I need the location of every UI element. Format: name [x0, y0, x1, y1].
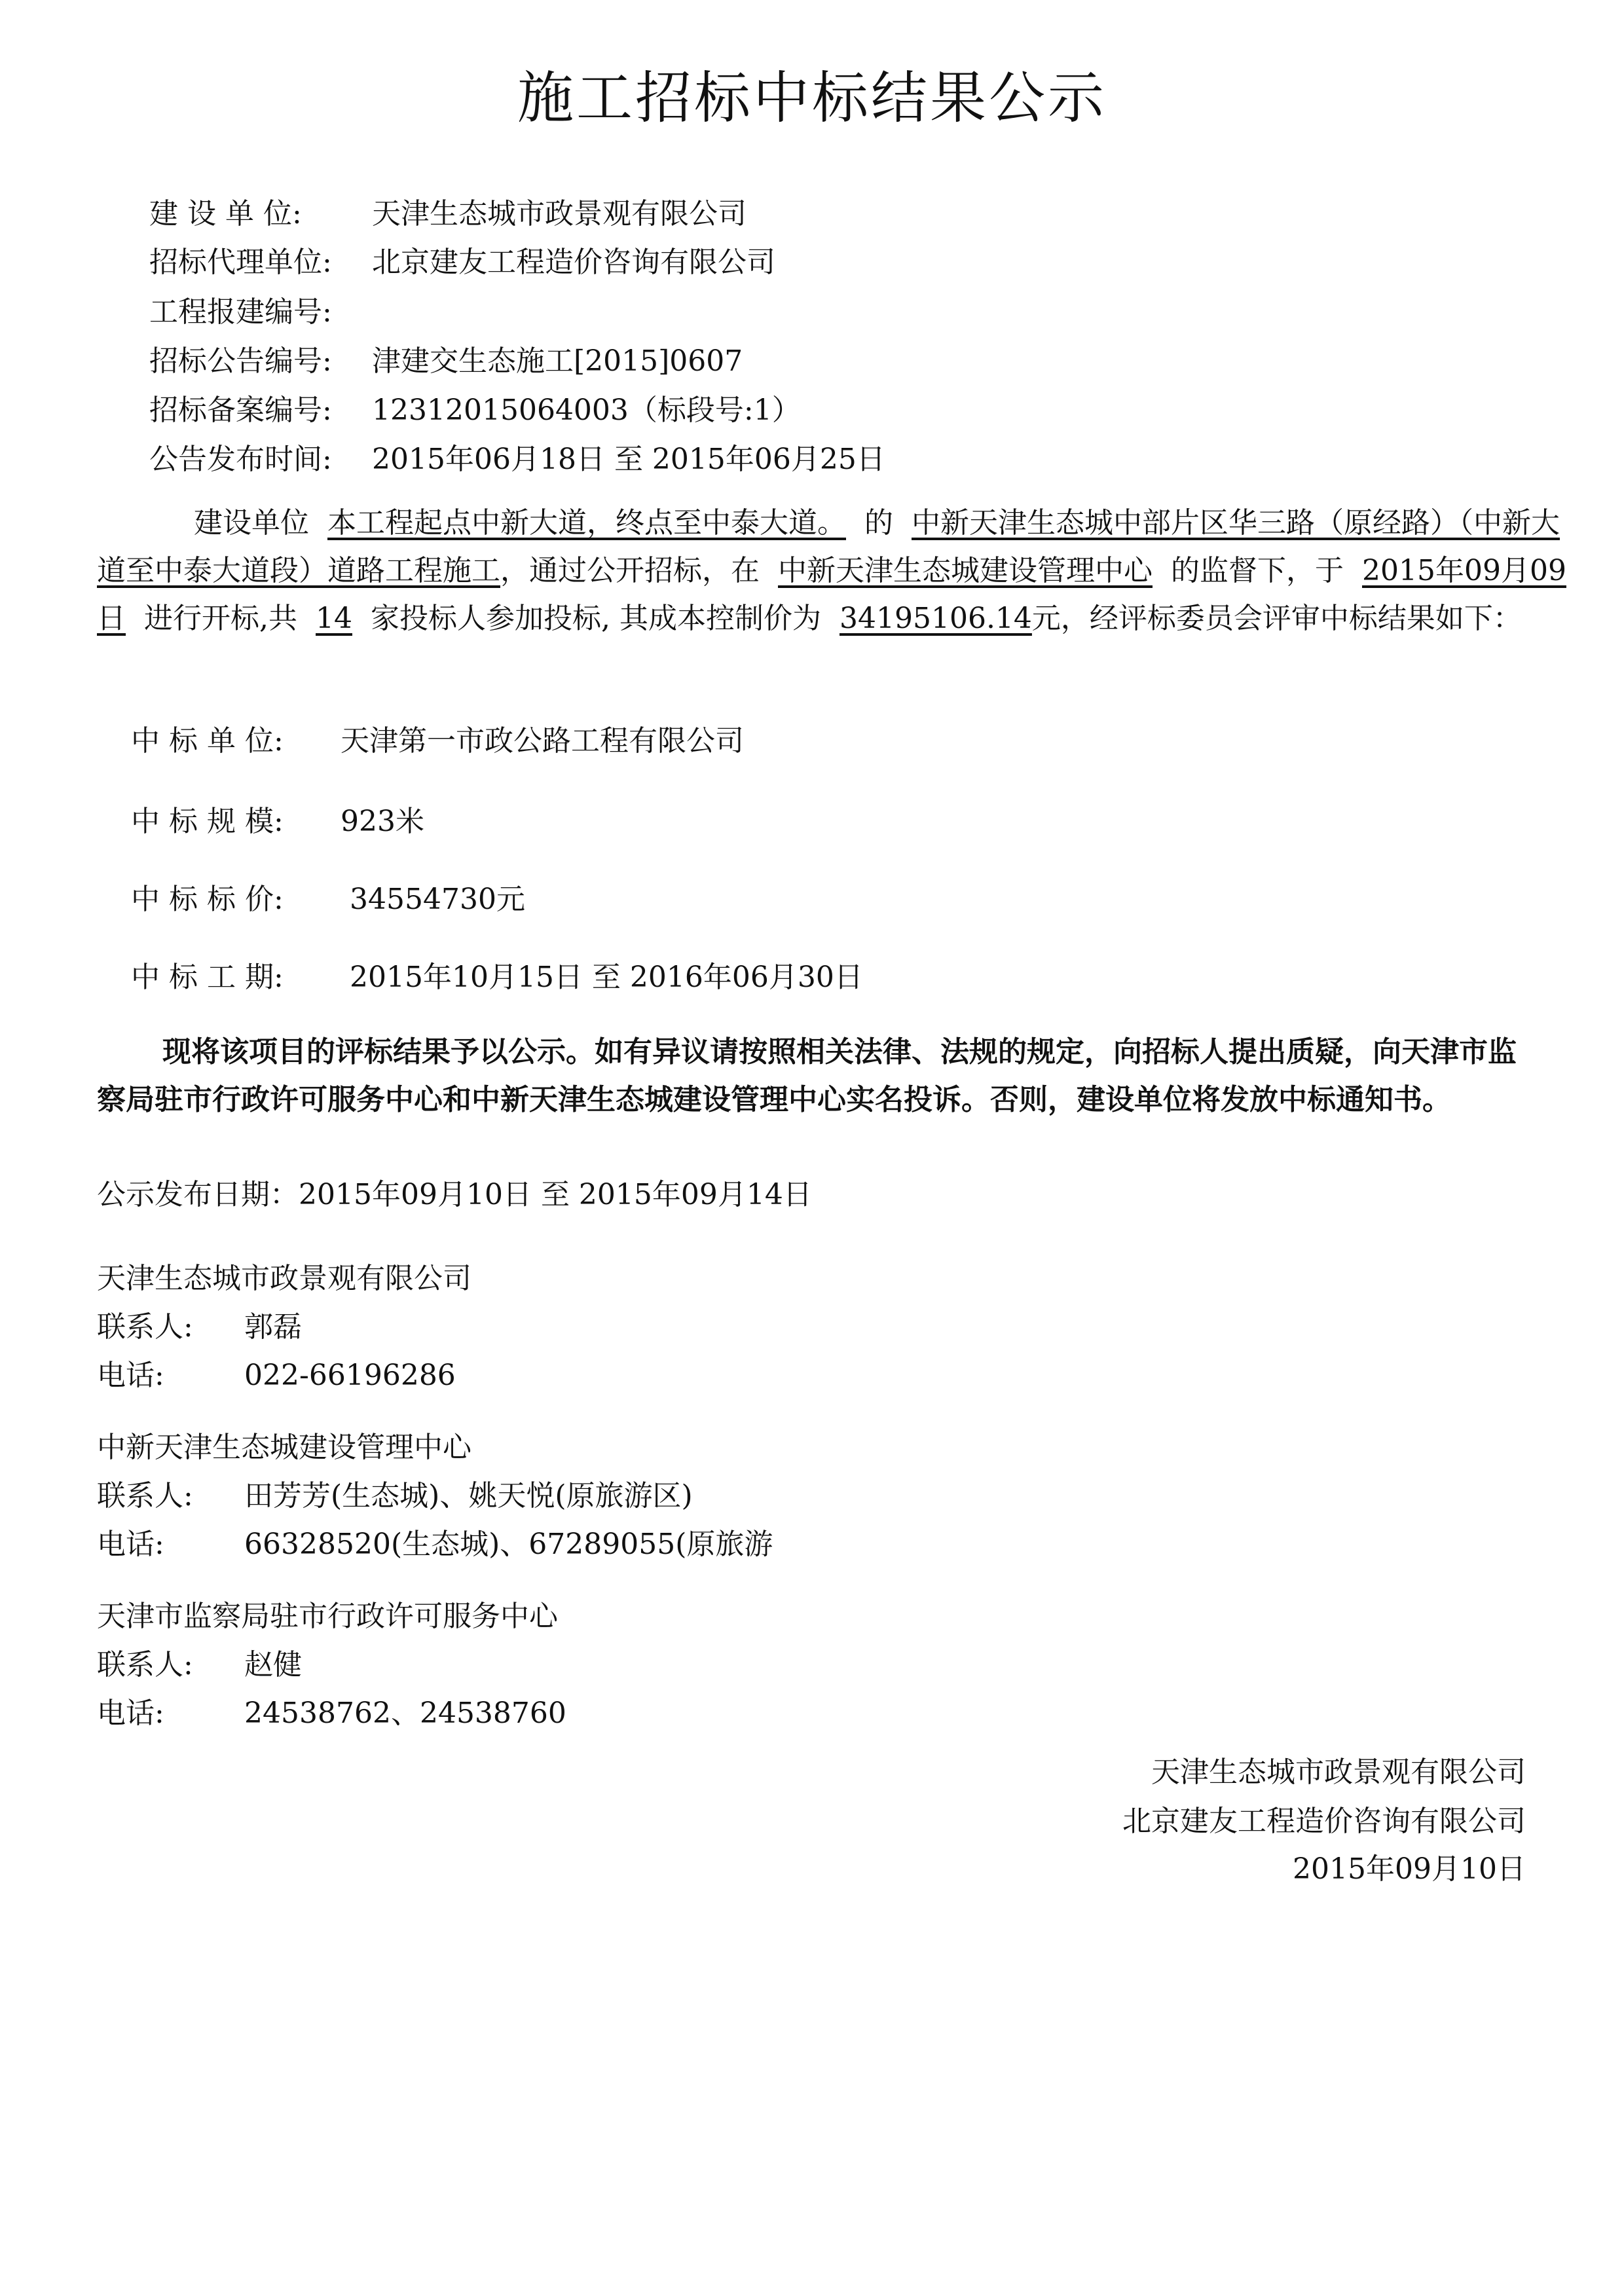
- winner-row-scale: [131, 798, 424, 839]
- bidder-count: 14: [316, 602, 352, 635]
- header-label: 招标备案编号:: [149, 394, 332, 427]
- header-value: 津建交生态施工[2015]0607: [372, 344, 743, 378]
- contact-phone: 66328520(生态城)、67289055(原旅游: [244, 1528, 773, 1561]
- winner-row-company: [131, 717, 744, 759]
- winner-label: 中 标 工 期:: [131, 961, 284, 994]
- winner-value: 2015年10月15日 至 2016年06月30日: [341, 961, 863, 994]
- open-date: 2015年09月09日: [97, 554, 1566, 635]
- signature-org-2: 北京建友工程造价咨询有限公司: [1122, 1805, 1526, 1838]
- contact-person: 郭磊: [244, 1310, 302, 1344]
- supervisor: 中新天津生态城建设管理中心: [778, 554, 1153, 587]
- contact-phone-row: 电话: 022-66196286: [97, 1359, 456, 1392]
- header-row-record-no: [149, 386, 801, 428]
- cost-control-price: 34195106.14: [839, 602, 1032, 635]
- body-paragraph: 建设单位 本工程起点中新大道，终点至中泰大道。 的 中新天津生态城中部片区华三路（原经路）（中新大道至中泰大道段）道路工程施工，通过公开招标，在 中新天津生态城建设管理中心 的监督下，于 2015年09月09日 进行开标,共 14 家投标人参加投标, 其成本控制价为 34195106.14元，经评标委员会评审中标结果如下：: [97, 506, 1566, 635]
- contact-phone-row: 电话: 66328520(生态城)、67289055(原旅游: [97, 1528, 773, 1561]
- contact-org: 天津生态城市政景观有限公司: [97, 1262, 471, 1295]
- signature-org-1: 天津生态城市政景观有限公司: [1151, 1755, 1526, 1789]
- winner-label: 中 标 标 价:: [131, 883, 284, 916]
- project-scope: 本工程起点中新大道，终点至中泰大道。: [327, 506, 846, 540]
- contact-person: 赵健: [244, 1648, 302, 1681]
- header-label: 招标代理单位:: [149, 246, 332, 279]
- contact-person-row: 联系人: 郭磊: [97, 1310, 302, 1344]
- document-title: 施工招标中标结果公示: [517, 65, 1107, 131]
- header-value: 天津生态城市政景观有限公司: [372, 197, 747, 230]
- header-label: 招标公告编号:: [149, 344, 332, 378]
- contact-phone: 24538762、24538760: [244, 1697, 566, 1730]
- header-value: 2015年06月18日 至 2015年06月25日: [372, 443, 885, 476]
- signature-date: 2015年09月10日: [1293, 1852, 1526, 1886]
- header-row-announcement-no: [149, 337, 743, 379]
- header-label: 工程报建编号:: [149, 295, 332, 329]
- notice-paragraph: 现将该项目的评标结果予以公示。如有异议请按照相关法律、法规的规定，向招标人提出质疑，向天津市监察局驻市行政许可服务中心和中新天津生态城建设管理中心实名投诉。否则，建设单位将发放中标通知书。: [97, 1035, 1517, 1116]
- contact-person-row: 联系人: 赵健: [97, 1648, 302, 1681]
- header-label: 建 设 单 位:: [149, 197, 302, 230]
- contact-person-row: 联系人: 田芳芳(生态城)、姚天悦(原旅游区): [97, 1479, 693, 1513]
- winner-label: 中 标 单 位:: [131, 724, 284, 758]
- contact-org: 天津市监察局驻市行政许可服务中心: [97, 1600, 558, 1633]
- winner-row-period: [131, 953, 863, 995]
- winner-value: 天津第一市政公路工程有限公司: [341, 724, 744, 758]
- header-value: 北京建友工程造价咨询有限公司: [372, 246, 775, 279]
- header-row-publish-time: [149, 435, 885, 477]
- winner-row-price: [131, 875, 525, 917]
- publicity-period: 公示发布日期：2015年09月10日 至 2015年09月14日: [97, 1178, 812, 1211]
- header-row-builder: [149, 190, 747, 232]
- header-value: 12312015064003（标段号:1）: [372, 394, 801, 427]
- contact-person: 田芳芳(生态城)、姚天悦(原旅游区): [244, 1479, 693, 1513]
- header-label: 公告发布时间:: [149, 443, 332, 476]
- contact-phone: 022-66196286: [244, 1359, 456, 1392]
- project-name: 中新天津生态城中部片区华三路（原经路）（中新大道至中泰大道段）道路工程施工: [97, 506, 1560, 587]
- contact-phone-row: 电话: 24538762、24538760: [97, 1697, 566, 1730]
- winner-value: 34554730元: [341, 883, 525, 916]
- winner-value: 923米: [341, 805, 424, 838]
- winner-label: 中 标 规 模:: [131, 805, 284, 838]
- contact-org: 中新天津生态城建设管理中心: [97, 1431, 471, 1464]
- header-row-registration-no: [149, 288, 372, 330]
- header-row-agent: [149, 238, 775, 280]
